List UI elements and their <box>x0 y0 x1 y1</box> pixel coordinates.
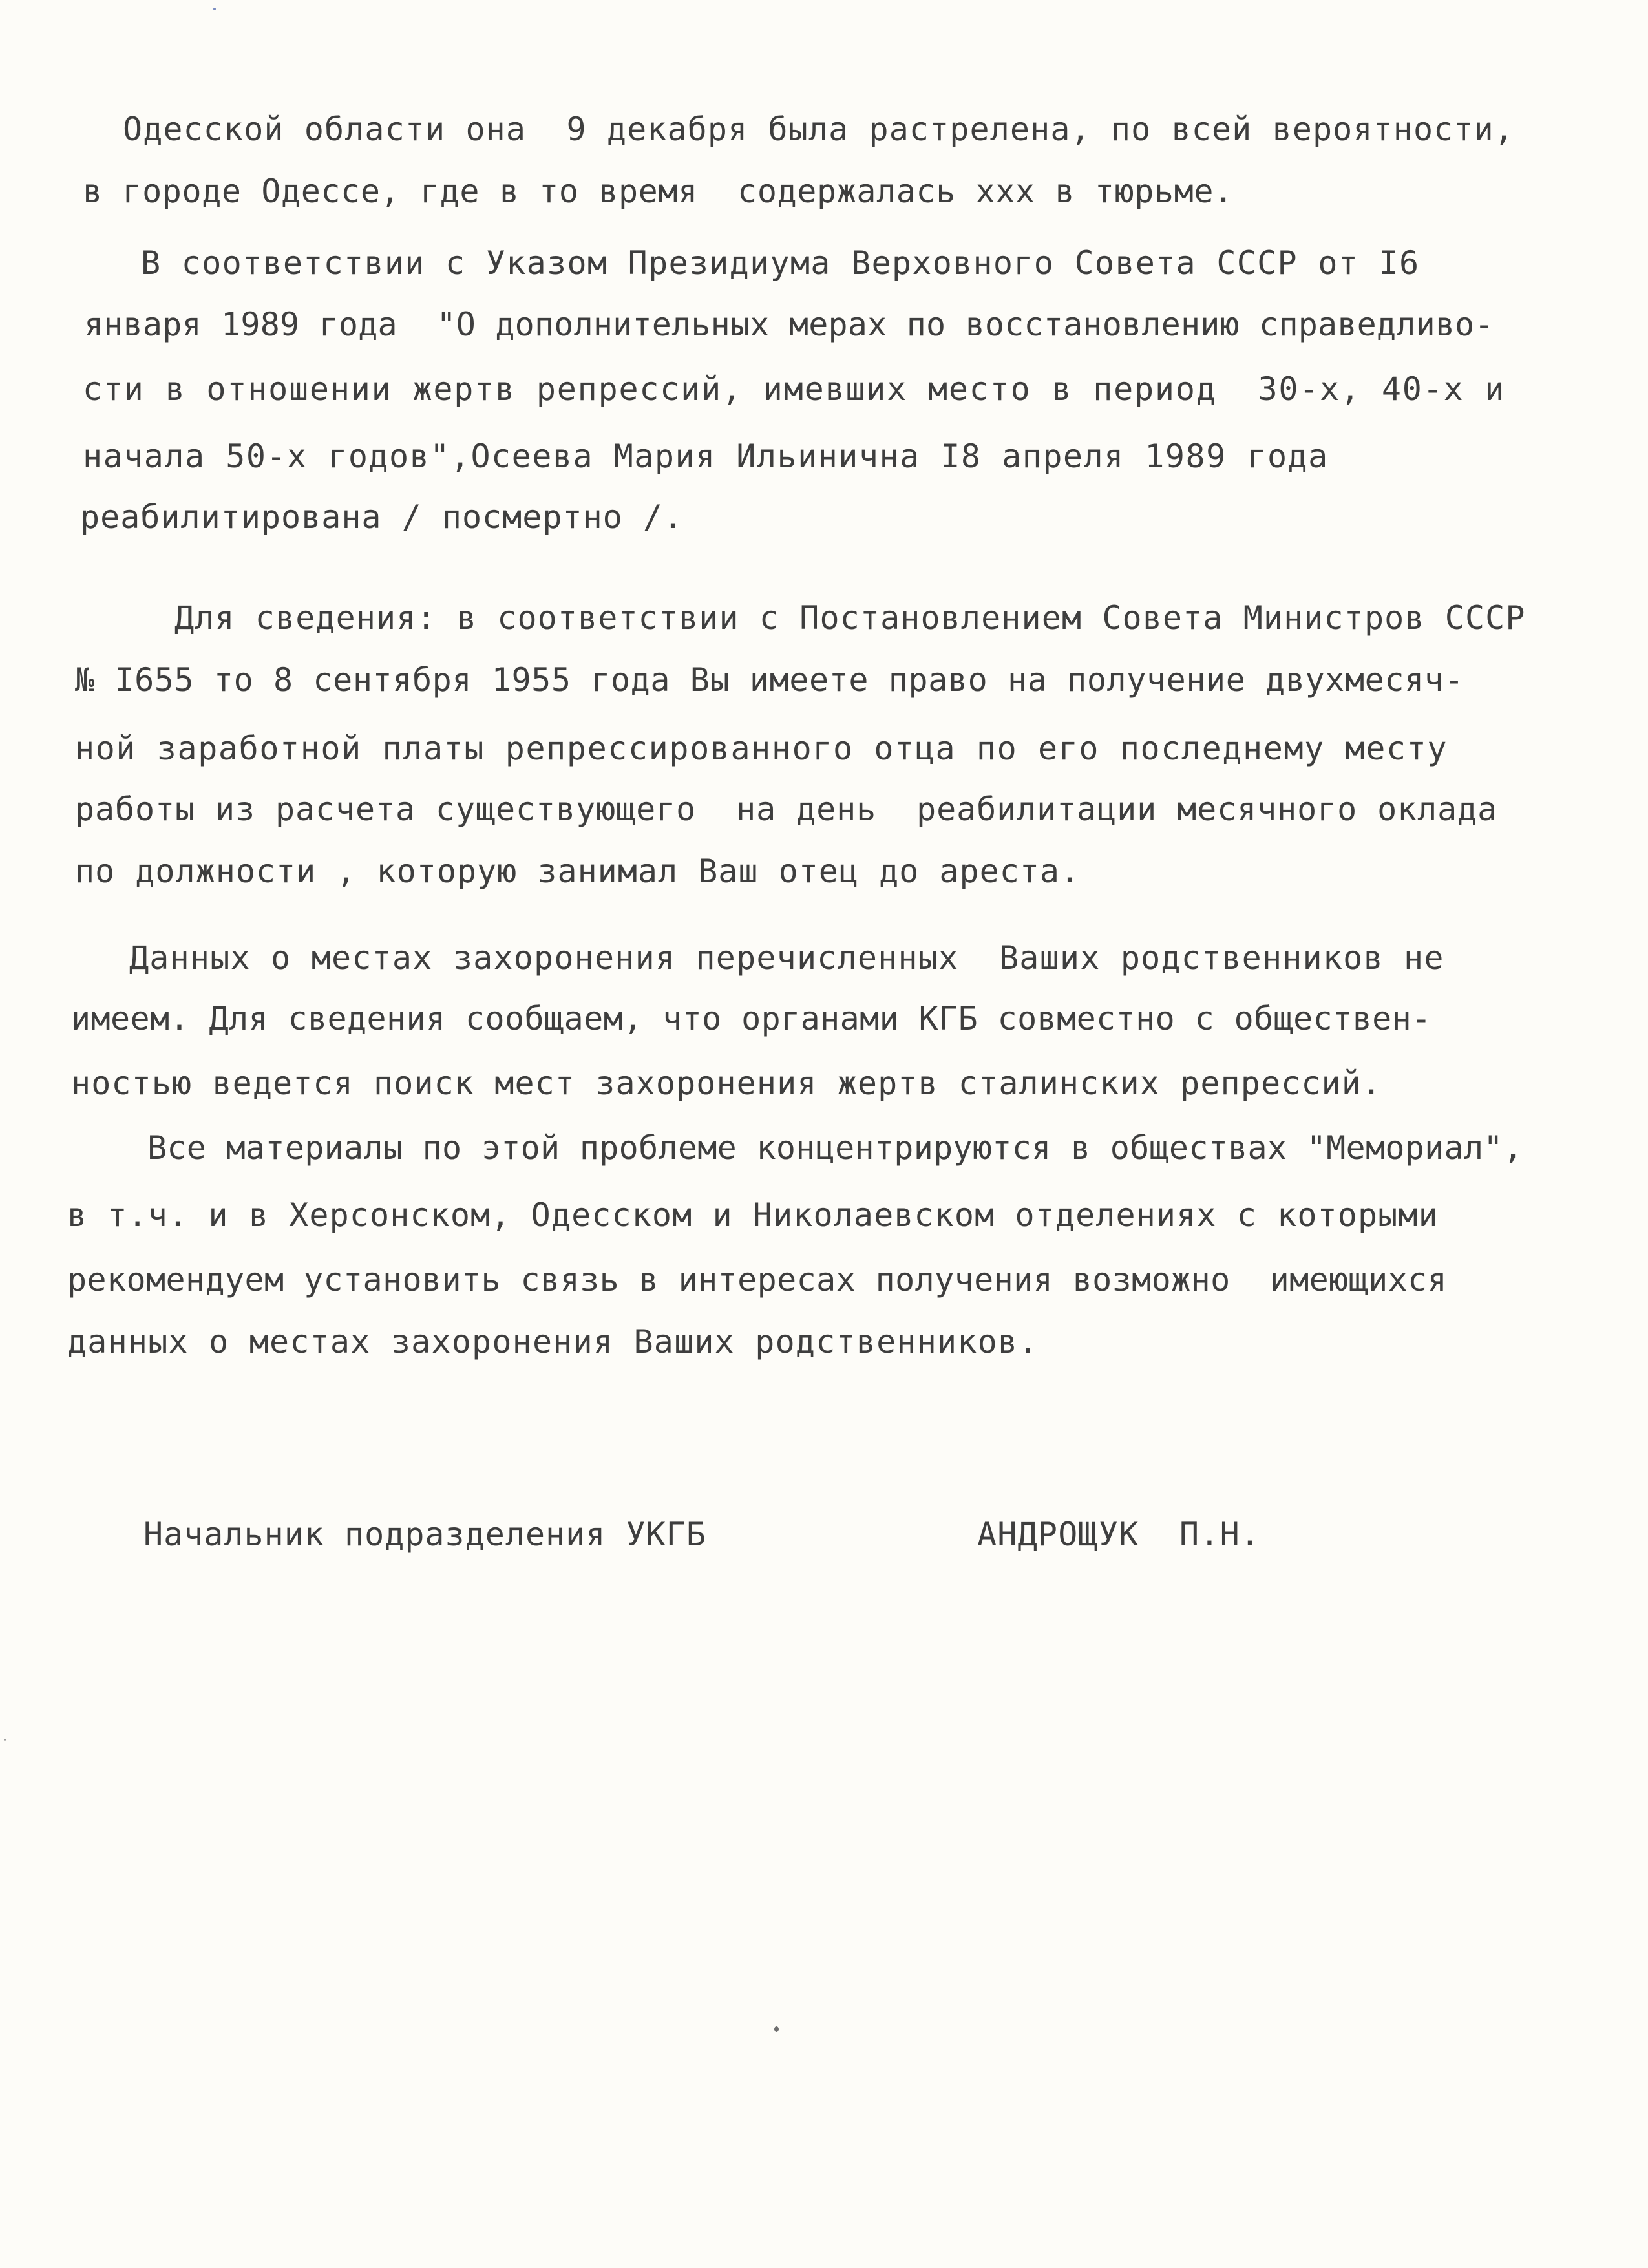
scan-speck <box>4 1739 6 1741</box>
paragraph-2-line-3: сти в отношении жертв репрессий, имевших место в период 30-х, 40-х и <box>83 370 1506 408</box>
scan-speck <box>213 8 216 10</box>
paragraph-5-line-2: в т.ч. и в Херсонском, Одесском и Николаевском отделениях с которыми <box>67 1196 1439 1234</box>
paragraph-3-line-1: Для сведения: в соответствии с Постановлением Совета Министров СССР <box>174 599 1526 637</box>
paragraph-3-line-2: № I655 то 8 сентября 1955 года Вы имеете право на получение двухмесяч- <box>75 661 1464 699</box>
paragraph-5-line-1: Все материалы по этой проблеме концентрируются в обществах "Мемориал", <box>147 1129 1523 1167</box>
paragraph-4-line-1: Данных о местах захоронения перечисленных Ваших родственников не <box>129 939 1444 977</box>
paragraph-3-line-3: ной заработной платы репрессированного отца по его последнему месту <box>75 730 1448 767</box>
paragraph-1-line-2: в городе Одессе, где в то время содержалась ххх в тюрьме. <box>83 173 1234 210</box>
paragraph-2-line-5: реабилитирована / посмертно /. <box>80 498 684 536</box>
signature-name: АНДРОЩУК П.Н. <box>977 1516 1261 1553</box>
scan-speck <box>774 2026 779 2032</box>
paragraph-3-line-4: работы из расчета существующего на день реабилитации месячного оклада <box>75 790 1498 828</box>
paragraph-4-line-2: имеем. Для сведения сообщаем, что органами КГБ совместно с обществен- <box>71 1000 1431 1037</box>
paragraph-2-line-2: января 1989 года "О дополнительных мерах по восстановлению справедливо- <box>84 306 1494 343</box>
paragraph-2-line-4: начала 50-х годов",Осеева Мария Ильинична I8 апреля 1989 года <box>83 438 1329 475</box>
paragraph-2-line-1: В соответствии с Указом Президиума Верховного Совета СССР от I6 <box>141 244 1420 282</box>
signature-position: Начальник подразделения УКГБ <box>143 1516 706 1553</box>
paragraph-5-line-4: данных о местах захоронения Ваших родственников. <box>67 1323 1039 1361</box>
paragraph-5-line-3: рекомендуем установить связь в интересах получения возможно имеющихся <box>67 1261 1448 1298</box>
paragraph-3-line-5: по должности , которую занимал Ваш отец до ареста. <box>75 853 1081 890</box>
paragraph-4-line-3: ностью ведется поиск мест захоронения жертв сталинских репрессий. <box>71 1065 1382 1102</box>
paragraph-1-line-1: Одесской области она 9 декабря была растрелена, по всей вероятности, <box>123 111 1514 148</box>
